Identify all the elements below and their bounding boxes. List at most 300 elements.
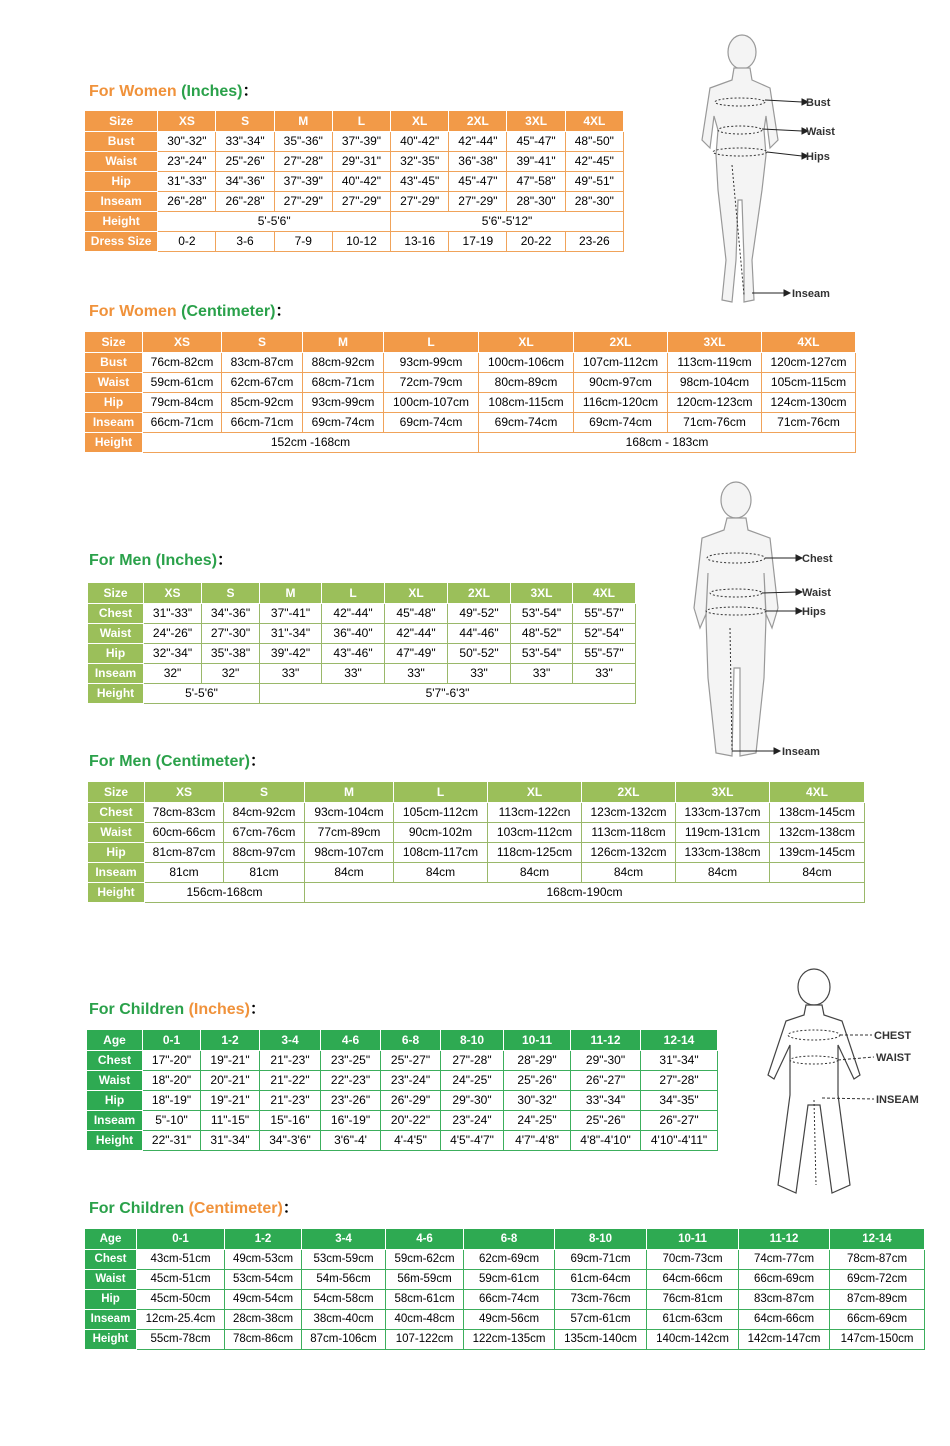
value-cell: 69cm-74cm [384, 413, 479, 433]
row-label-cell: Hip [85, 393, 143, 413]
value-cell: 80cm-89cm [479, 373, 574, 393]
value-cell: 54m-56cm [302, 1270, 386, 1290]
value-cell: 47"-49" [385, 644, 448, 664]
value-cell: 133cm-138cm [676, 843, 770, 863]
table-row [85, 152, 624, 172]
header-label-cell: Size [88, 782, 145, 803]
row-label-cell: Hip [85, 1290, 137, 1310]
value-cell: 62cm-69cm [464, 1250, 555, 1270]
size-header-cell: 4XL [573, 583, 636, 604]
value-cell: 113cm-119cm [668, 353, 762, 373]
value-cell: 61cm-64cm [555, 1270, 647, 1290]
header-label-cell: Size [85, 111, 158, 132]
value-cell: 84cm [676, 863, 770, 883]
value-cell: 55cm-78cm [137, 1330, 225, 1350]
row-label-cell: Inseam [85, 1310, 137, 1330]
value-cell: 50"-52" [448, 644, 511, 664]
value-cell: 98cm-107cm [305, 843, 394, 863]
size-header-cell: 3XL [668, 332, 762, 353]
value-cell: 42"-44" [322, 604, 385, 624]
value-cell: 34"-36" [202, 604, 260, 624]
value-cell: 23-26 [565, 232, 623, 252]
value-cell: 100cm-106cm [479, 353, 574, 373]
value-cell: 74cm-77cm [739, 1250, 830, 1270]
value-cell: 27"-28" [274, 152, 332, 172]
value-cell: 28cm-38cm [225, 1310, 302, 1330]
size-header-cell: 2XL [582, 782, 676, 803]
value-cell: 19"-21" [201, 1091, 260, 1111]
row-label-cell: Height [88, 883, 145, 903]
value-cell: 43cm-51cm [137, 1250, 225, 1270]
value-cell: 64cm-66cm [739, 1310, 830, 1330]
women-inches-title: For Women (Inches)： [89, 83, 259, 100]
row-label-cell: Waist [85, 152, 158, 172]
value-cell: 30"-32" [504, 1091, 571, 1111]
row-label-cell: Bust [85, 353, 143, 373]
value-cell: 25"-27" [381, 1051, 441, 1071]
value-cell: 49cm-53cm [225, 1250, 302, 1270]
size-header-cell: L [332, 111, 390, 132]
value-cell: 71cm-76cm [762, 413, 856, 433]
value-cell: 43"-46" [322, 644, 385, 664]
value-cell: 79cm-84cm [143, 393, 222, 413]
size-header-cell: 3-4 [302, 1229, 386, 1250]
value-cell: 56m-59cm [386, 1270, 464, 1290]
size-header-cell: 3XL [507, 111, 565, 132]
value-cell: 81cm [224, 863, 305, 883]
size-header-cell: 4-6 [321, 1030, 381, 1051]
value-cell: 28"-30" [507, 192, 565, 212]
row-label-cell: Inseam [88, 664, 144, 684]
row-label-cell: Inseam [85, 413, 143, 433]
value-cell: 81cm [145, 863, 224, 883]
size-header-cell: 3-4 [260, 1030, 321, 1051]
table-row [88, 664, 636, 684]
value-cell: 49cm-56cm [464, 1310, 555, 1330]
kids-cm-table [84, 1228, 925, 1350]
row-label-cell: Waist [85, 1270, 137, 1290]
value-cell: 88cm-97cm [224, 843, 305, 863]
size-header-cell: 11-12 [571, 1030, 641, 1051]
value-cell: 64cm-66cm [647, 1270, 739, 1290]
value-cell: 76cm-82cm [143, 353, 222, 373]
header-label-cell: Size [88, 583, 144, 604]
row-label-cell: Hip [85, 172, 158, 192]
value-cell: 30"-32" [158, 132, 216, 152]
value-cell: 123cm-132cm [582, 803, 676, 823]
row-label-cell: Bust [85, 132, 158, 152]
size-header-cell: XL [488, 782, 582, 803]
value-cell: 21"-23" [260, 1051, 321, 1071]
value-cell: 83cm-87cm [739, 1290, 830, 1310]
value-cell: 33" [448, 664, 511, 684]
row-label-cell: Height [85, 1330, 137, 1350]
value-cell: 23"-24" [381, 1071, 441, 1091]
woman-waist-label: Waist [806, 126, 835, 138]
size-header-cell: 4XL [770, 782, 865, 803]
value-cell: 100cm-107cm [384, 393, 479, 413]
value-cell: 120cm-123cm [668, 393, 762, 413]
child-figure [760, 965, 920, 1200]
value-cell: 3-6 [216, 232, 274, 252]
value-cell: 33" [511, 664, 573, 684]
value-cell: 4'8"-4'10" [571, 1131, 641, 1151]
size-header-cell: 4XL [762, 332, 856, 353]
men-cm-table [87, 781, 865, 903]
value-cell: 23"-26" [321, 1091, 381, 1111]
value-cell: 23"-25" [321, 1051, 381, 1071]
row-label-cell: Inseam [85, 192, 158, 212]
size-header-cell: 4XL [565, 111, 623, 132]
value-cell: 78cm-87cm [830, 1250, 925, 1270]
table-row [85, 373, 856, 393]
value-cell: 31"-34" [201, 1131, 260, 1151]
value-cell: 27"-28" [441, 1051, 504, 1071]
value-cell: 124cm-130cm [762, 393, 856, 413]
value-cell: 17"-20" [143, 1051, 201, 1071]
value-cell: 77cm-89cm [305, 823, 394, 843]
row-label-cell: Chest [88, 803, 145, 823]
row-label-cell: Waist [87, 1071, 143, 1091]
value-cell: 49"-51" [565, 172, 623, 192]
value-cell: 45"-48" [385, 604, 448, 624]
table-row [88, 624, 636, 644]
value-cell: 93cm-99cm [303, 393, 384, 413]
value-cell: 60cm-66cm [145, 823, 224, 843]
height-row [88, 684, 636, 704]
header-label-cell: Age [87, 1030, 143, 1051]
value-cell: 23"-24" [158, 152, 216, 172]
kids-inches-table [86, 1029, 718, 1151]
row-label-cell: Height [85, 212, 158, 232]
value-cell: 61cm-63cm [647, 1310, 739, 1330]
value-cell: 69cm-74cm [479, 413, 574, 433]
value-cell: 70cm-73cm [647, 1250, 739, 1270]
value-cell: 37"-39" [274, 172, 332, 192]
value-cell: 33" [260, 664, 322, 684]
value-cell: 71cm-76cm [668, 413, 762, 433]
size-header-cell: 0-1 [137, 1229, 225, 1250]
size-header-cell: S [202, 583, 260, 604]
value-cell: 18"-20" [143, 1071, 201, 1091]
value-cell: 4'5"-4'7" [441, 1131, 504, 1151]
value-cell: 31"-33" [144, 604, 202, 624]
value-cell: 66cm-74cm [464, 1290, 555, 1310]
value-cell: 40cm-48cm [386, 1310, 464, 1330]
value-cell: 88cm-92cm [303, 353, 384, 373]
table-row [85, 132, 624, 152]
height-row [85, 212, 624, 232]
value-cell: 42"-44" [385, 624, 448, 644]
height-range-cell: 5'-5'6" [158, 212, 391, 232]
value-cell: 135cm-140cm [555, 1330, 647, 1350]
value-cell: 55"-57" [573, 644, 636, 664]
man-waist-label: Waist [802, 587, 831, 599]
value-cell: 69cm-71cm [555, 1250, 647, 1270]
size-header-cell: 6-8 [381, 1030, 441, 1051]
value-cell: 4'10"-4'11" [641, 1131, 718, 1151]
height-row [85, 433, 856, 453]
size-header-cell: 3XL [511, 583, 573, 604]
value-cell: 40"-42" [391, 132, 449, 152]
header-row [88, 782, 865, 803]
child-inseam-label: INSEAM [876, 1094, 919, 1106]
size-header-cell: 3XL [676, 782, 770, 803]
value-cell: 35"-38" [202, 644, 260, 664]
table-row [85, 353, 856, 373]
value-cell: 44"-46" [448, 624, 511, 644]
value-cell: 66cm-69cm [830, 1310, 925, 1330]
value-cell: 105cm-112cm [394, 803, 488, 823]
value-cell: 31"-34" [260, 624, 322, 644]
table-row [85, 393, 856, 413]
value-cell: 18"-19" [143, 1091, 201, 1111]
value-cell: 43"-45" [391, 172, 449, 192]
value-cell: 20"-21" [201, 1071, 260, 1091]
value-cell: 45"-47" [507, 132, 565, 152]
value-cell: 119cm-131cm [676, 823, 770, 843]
size-header-cell: XL [479, 332, 574, 353]
value-cell: 53cm-54cm [225, 1270, 302, 1290]
value-cell: 53"-54" [511, 604, 573, 624]
value-cell: 45cm-51cm [137, 1270, 225, 1290]
value-cell: 84cm [582, 863, 676, 883]
value-cell: 47"-58" [507, 172, 565, 192]
size-header-cell: L [394, 782, 488, 803]
value-cell: 132cm-138cm [770, 823, 865, 843]
value-cell: 49"-52" [448, 604, 511, 624]
value-cell: 108cm-115cm [479, 393, 574, 413]
value-cell: 34"-36" [216, 172, 274, 192]
table-row [88, 863, 865, 883]
size-header-cell: 11-12 [739, 1229, 830, 1250]
value-cell: 19"-21" [201, 1051, 260, 1071]
value-cell: 84cm [488, 863, 582, 883]
value-cell: 31"-34" [641, 1051, 718, 1071]
value-cell: 73cm-76cm [555, 1290, 647, 1310]
table-row [87, 1131, 718, 1151]
value-cell: 34"-3'6" [260, 1131, 321, 1151]
value-cell: 78cm-86cm [225, 1330, 302, 1350]
value-cell: 39"-41" [507, 152, 565, 172]
value-cell: 32" [144, 664, 202, 684]
value-cell: 32" [202, 664, 260, 684]
value-cell: 27"-29" [274, 192, 332, 212]
table-row [85, 1290, 925, 1310]
value-cell: 59cm-61cm [143, 373, 222, 393]
size-header-cell: 0-1 [143, 1030, 201, 1051]
value-cell: 62cm-67cm [222, 373, 303, 393]
value-cell: 147cm-150cm [830, 1330, 925, 1350]
value-cell: 37"-39" [332, 132, 390, 152]
value-cell: 83cm-87cm [222, 353, 303, 373]
size-header-cell: M [260, 583, 322, 604]
value-cell: 39"-42" [260, 644, 322, 664]
header-row [85, 111, 624, 132]
value-cell: 31"-33" [158, 172, 216, 192]
value-cell: 93cm-104cm [305, 803, 394, 823]
header-row [85, 1229, 925, 1250]
height-range-cell: 5'-5'6" [144, 684, 260, 704]
table-row [85, 1310, 925, 1330]
value-cell: 25"-26" [571, 1111, 641, 1131]
child-chest-label: CHEST [874, 1030, 912, 1042]
value-cell: 29"-30" [441, 1091, 504, 1111]
value-cell: 69cm-74cm [303, 413, 384, 433]
size-header-cell: 6-8 [464, 1229, 555, 1250]
value-cell: 113cm-118cm [582, 823, 676, 843]
height-range-cell: 156cm-168cm [145, 883, 305, 903]
value-cell: 45cm-50cm [137, 1290, 225, 1310]
size-header-cell: L [322, 583, 385, 604]
header-label-cell: Age [85, 1229, 137, 1250]
value-cell: 24"-25" [504, 1111, 571, 1131]
row-label-cell: Hip [87, 1091, 143, 1111]
row-label-cell: Inseam [87, 1111, 143, 1131]
woman-inseam-label: Inseam [792, 288, 830, 300]
value-cell: 29"-31" [332, 152, 390, 172]
value-cell: 42"-44" [449, 132, 507, 152]
value-cell: 0-2 [158, 232, 216, 252]
value-cell: 57cm-61cm [555, 1310, 647, 1330]
value-cell: 103cm-112cm [488, 823, 582, 843]
value-cell: 48"-52" [511, 624, 573, 644]
table-row [85, 192, 624, 212]
woman-hips-label: Hips [806, 151, 830, 163]
value-cell: 52"-54" [573, 624, 636, 644]
size-header-cell: XS [145, 782, 224, 803]
size-header-cell: 10-11 [647, 1229, 739, 1250]
kids-cm-title: For Children (Centimeter)： [89, 1200, 299, 1217]
table-row [88, 803, 865, 823]
value-cell: 113cm-122cn [488, 803, 582, 823]
value-cell: 84cm-92cm [224, 803, 305, 823]
value-cell: 58cm-61cm [386, 1290, 464, 1310]
size-header-cell: 2XL [449, 111, 507, 132]
value-cell: 27"-28" [641, 1071, 718, 1091]
value-cell: 87cm-89cm [830, 1290, 925, 1310]
size-header-cell: XL [385, 583, 448, 604]
row-label-cell: Waist [85, 373, 143, 393]
value-cell: 53cm-59cm [302, 1250, 386, 1270]
man-figure [670, 478, 850, 768]
value-cell: 26"-28" [158, 192, 216, 212]
value-cell: 32"-34" [144, 644, 202, 664]
value-cell: 59cm-62cm [386, 1250, 464, 1270]
value-cell: 85cm-92cm [222, 393, 303, 413]
value-cell: 84cm [305, 863, 394, 883]
value-cell: 59cm-61cm [464, 1270, 555, 1290]
row-label-cell: Hip [88, 843, 145, 863]
value-cell: 27"-29" [332, 192, 390, 212]
row-label-cell: Chest [87, 1051, 143, 1071]
value-cell: 27"-29" [391, 192, 449, 212]
value-cell: 33" [385, 664, 448, 684]
value-cell: 5"-10" [143, 1111, 201, 1131]
row-label-cell: Chest [88, 604, 144, 624]
height-range-cell: 168cm-190cm [305, 883, 865, 903]
value-cell: 16"-19" [321, 1111, 381, 1131]
value-cell: 4'7"-4'8" [504, 1131, 571, 1151]
row-label-cell: Hip [88, 644, 144, 664]
header-label-cell: Size [85, 332, 143, 353]
row-label-cell: Inseam [88, 863, 145, 883]
size-header-cell: 2XL [574, 332, 668, 353]
row-label-cell: Chest [85, 1250, 137, 1270]
table-row [88, 644, 636, 664]
value-cell: 28"-29" [504, 1051, 571, 1071]
table-row [87, 1091, 718, 1111]
value-cell: 7-9 [274, 232, 332, 252]
size-header-cell: M [305, 782, 394, 803]
size-header-cell: 1-2 [225, 1229, 302, 1250]
size-header-cell: 8-10 [555, 1229, 647, 1250]
value-cell: 54cm-58cm [302, 1290, 386, 1310]
value-cell: 49cm-54cm [225, 1290, 302, 1310]
value-cell: 116cm-120cm [574, 393, 668, 413]
value-cell: 13-16 [391, 232, 449, 252]
value-cell: 36"-40" [322, 624, 385, 644]
header-row [88, 583, 636, 604]
table-row [87, 1111, 718, 1131]
value-cell: 142cm-147cm [739, 1330, 830, 1350]
size-header-cell: XL [391, 111, 449, 132]
size-header-cell: M [274, 111, 332, 132]
value-cell: 48"-50" [565, 132, 623, 152]
value-cell: 84cm [770, 863, 865, 883]
value-cell: 24"-26" [144, 624, 202, 644]
value-cell: 126cm-132cm [582, 843, 676, 863]
woman-figure [670, 30, 840, 315]
value-cell: 53"-54" [511, 644, 573, 664]
value-cell: 138cm-145cm [770, 803, 865, 823]
value-cell: 32"-35" [391, 152, 449, 172]
size-header-cell: 1-2 [201, 1030, 260, 1051]
size-header-cell: 4-6 [386, 1229, 464, 1250]
height-range-cell: 5'6"-5'12" [391, 212, 624, 232]
value-cell: 26"-28" [216, 192, 274, 212]
value-cell: 27"-29" [449, 192, 507, 212]
size-header-cell: S [222, 332, 303, 353]
value-cell: 26"-29" [381, 1091, 441, 1111]
value-cell: 107cm-112cm [574, 353, 668, 373]
value-cell: 20-22 [507, 232, 565, 252]
dress-size-row [85, 232, 624, 252]
value-cell: 90cm-102m [394, 823, 488, 843]
child-waist-label: WAIST [876, 1052, 911, 1064]
value-cell: 69cm-74cm [574, 413, 668, 433]
value-cell: 118cm-125cm [488, 843, 582, 863]
men-inches-table [87, 582, 636, 704]
value-cell: 66cm-71cm [143, 413, 222, 433]
table-row [88, 823, 865, 843]
row-label-cell: Height [87, 1131, 143, 1151]
size-header-cell: XS [158, 111, 216, 132]
value-cell: 22"-23" [321, 1071, 381, 1091]
size-header-cell: M [303, 332, 384, 353]
value-cell: 68cm-71cm [303, 373, 384, 393]
height-row [88, 883, 865, 903]
table-row [85, 1270, 925, 1290]
value-cell: 66cm-69cm [739, 1270, 830, 1290]
value-cell: 76cm-81cm [647, 1290, 739, 1310]
value-cell: 93cm-99cm [384, 353, 479, 373]
value-cell: 25"-26" [504, 1071, 571, 1091]
value-cell: 12cm-25.4cm [137, 1310, 225, 1330]
row-label-cell: Height [88, 684, 144, 704]
value-cell: 11"-15" [201, 1111, 260, 1131]
size-header-cell: 12-14 [830, 1229, 925, 1250]
